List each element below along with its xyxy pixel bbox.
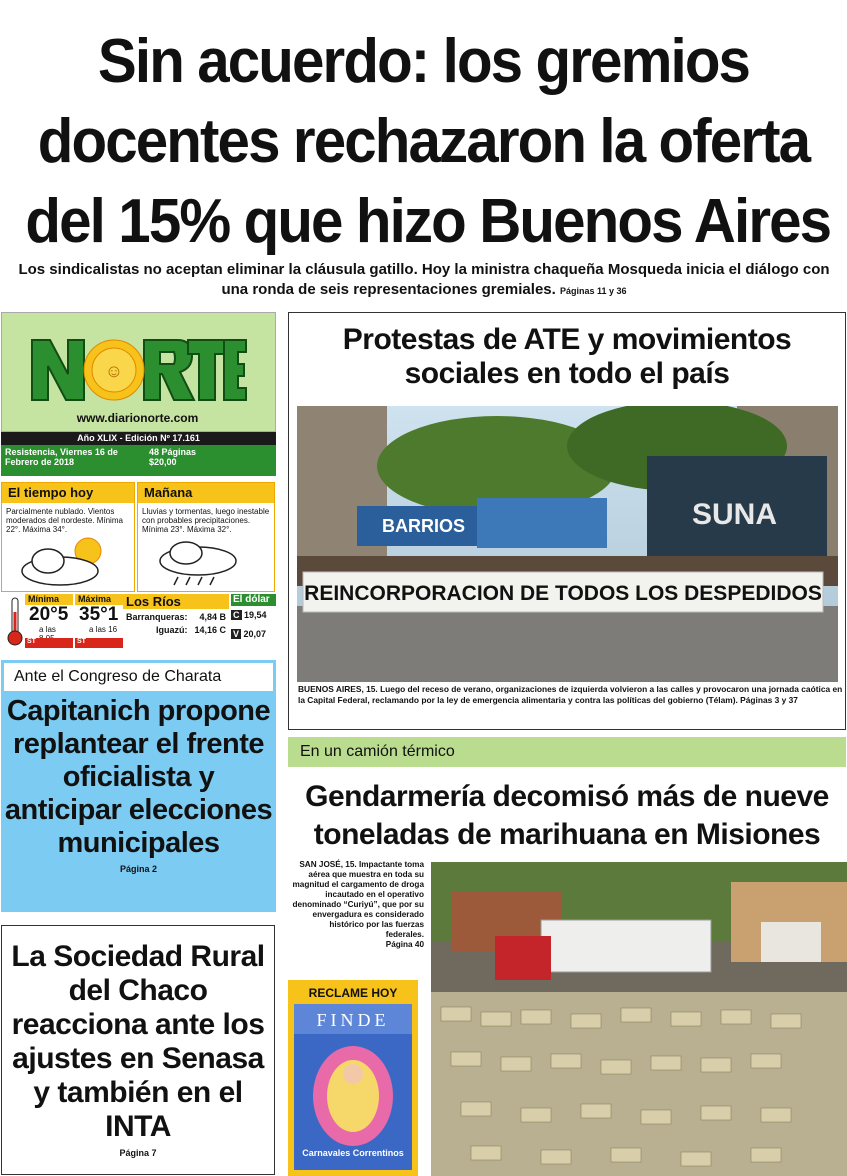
main-headline	[25, 22, 831, 262]
weather-today	[1, 482, 135, 592]
norte-logo	[28, 330, 248, 408]
price: $20,00	[149, 457, 177, 467]
river-level: 14,16	[194, 625, 217, 635]
capitanich-headline: Capitanich propone replantear el frente oficialista y anticipar elecciones municipales	[4, 695, 273, 859]
partly-cloudy-icon	[10, 533, 130, 587]
dollar-key: C	[233, 610, 240, 620]
dollar-rates	[231, 606, 276, 644]
main-subhead-text: Los sindicalistas no aceptan eliminar la cláusula gatillo. Hoy la ministra chaqueña Mosqueda inicia el diálogo con una ronda de seis representaciones gremiales.	[18, 261, 830, 298]
storm-cloud-icon	[148, 533, 268, 587]
main-headline-line: docentes rechazaron la oferta	[37, 107, 810, 176]
cover-subtitle: Carnavales Correntinos	[302, 1148, 404, 1158]
protestas-headline: Protestas de ATE y movimientos sociales en todo el país	[342, 323, 792, 390]
sociedad-rural-story[interactable]	[1, 925, 275, 1175]
dollar	[231, 594, 276, 648]
weather-today-title: El tiempo hoy	[2, 483, 134, 503]
sociedad-headline: La Sociedad Rural del Chaco reacciona ante los ajustes en Senasa y también en el INTA	[11, 940, 265, 1143]
weather-tomorrow-desc: Lluvias y tormentas, luego inestable con probables precipitaciones. Mínima 23°. Máxima 32°.	[142, 507, 270, 534]
gendarmeria-caption-text: SAN JOSÉ, 15. Impactante toma aérea que muestra en toda su magnitud el cargamento de droga incautado en el operativo denominado “Curiyú”, que por su envergadura es considerado histórico por las fuerzas federales.	[292, 860, 424, 939]
dollar-title: El dólar	[231, 594, 276, 606]
temps-strip	[1, 594, 276, 648]
capitanich-kicker: Ante el Congreso de Charata	[4, 663, 273, 691]
flag-barrios: BARRIOS	[382, 516, 466, 536]
temp-min-value: 20°5	[29, 604, 69, 625]
cover-title: FINDE	[316, 1010, 390, 1030]
rivers-title: Los Ríos	[123, 594, 229, 609]
protest-banner-text: REINCORPORACION DE TODOS LOS DESPEDIDOS	[304, 582, 822, 605]
st-label: ST	[25, 638, 73, 648]
masthead-meta	[1, 445, 276, 476]
temp-max	[75, 594, 123, 648]
protest-photo	[297, 406, 838, 682]
dollar-row	[231, 606, 276, 625]
st-label: ST	[75, 638, 123, 648]
flag-suna: SUNA	[692, 498, 778, 531]
dollar-row	[231, 625, 276, 644]
edition-number: Año XLIX - Edición Nº 17.161	[1, 432, 276, 445]
river-name: Iguazú:	[156, 625, 188, 635]
temp-max-label: Máxima	[75, 594, 123, 605]
temp-min-label: Mínima	[25, 594, 73, 605]
gendarmeria-caption	[292, 860, 424, 950]
website-url[interactable]: www.diarionorte.com	[76, 411, 199, 425]
river-trend: C	[219, 625, 226, 635]
river-name: Barranqueras:	[126, 612, 188, 622]
main-subhead-pages: Páginas 11 y 36	[559, 286, 627, 296]
weather-tomorrow-title: Mañana	[138, 483, 274, 503]
thermometer-icon	[4, 594, 26, 648]
main-subhead	[14, 260, 834, 301]
capitanich-story[interactable]	[1, 660, 276, 912]
rivers-list	[123, 609, 229, 639]
main-headline-line: Sin acuerdo: los gremios	[97, 27, 750, 96]
place-date: Resistencia, Viernes 16 de Febrero de 2018	[5, 447, 118, 467]
weather-tomorrow	[137, 482, 275, 592]
dollar-key: V	[233, 629, 240, 639]
gendarmeria-kicker: En un camión térmico	[288, 737, 846, 767]
weather-today-desc: Parcialmente nublado. Vientos moderados del nordeste. Mínima 22°. Máxima 34°.	[6, 507, 123, 534]
river-row	[126, 611, 226, 624]
reclame-title: RECLAME HOY	[308, 986, 398, 1000]
sociedad-page: Página 7	[119, 1148, 157, 1158]
river-value	[194, 624, 226, 637]
gendarmeria-headline[interactable]: Gendarmería decomisó más de nueve toneladas de marihuana en Misiones	[305, 780, 829, 851]
capitanich-page: Página 2	[119, 864, 157, 874]
main-headline-line: del 15% que hizo Buenos Aires	[25, 187, 831, 256]
dollar-value: 20,07	[243, 629, 267, 639]
protestas-caption: BUENOS AIRES, 15. Luego del receso de verano, organizaciones de izquierda volvieron a las calles y provocaron una jornada caótica en la Capital Federal, reclamando por la ley de emergencia alimentaria y contra las políticas del gobierno (Télam). Páginas 3 y 37	[298, 684, 843, 705]
river-trend: B	[219, 612, 226, 622]
temp-min-time: a las	[39, 625, 56, 634]
temp-min	[25, 594, 73, 648]
pages-count: 48 Páginas	[149, 447, 197, 457]
rivers	[123, 594, 229, 648]
temp-max-value: 35°1	[79, 604, 119, 625]
river-level: 4,84	[199, 612, 217, 622]
seizure-photo	[431, 862, 847, 1176]
page-count-price	[149, 447, 196, 467]
finde-cover[interactable]	[294, 1004, 412, 1170]
temp-max-time: a las 16	[89, 625, 118, 634]
river-row	[126, 624, 226, 637]
gendarmeria-page: Página 40	[385, 940, 424, 949]
dollar-value: 19,54	[244, 610, 267, 620]
river-value	[199, 611, 226, 624]
svg-text:☺: ☺	[104, 361, 124, 381]
